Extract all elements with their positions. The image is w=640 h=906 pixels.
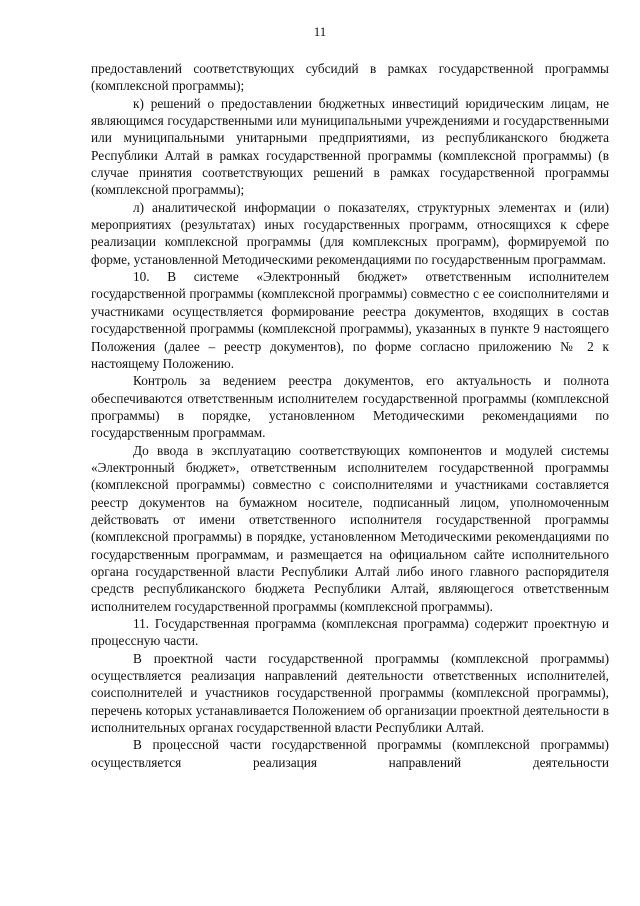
paragraph-registry-control: Контроль за ведением реестра документов, его актуальность и полнота обеспечиваются ответственным исполнителем государственной программы (комплексной программы) в порядке, установленном Методическими рекомендациями по государственным программам. [91, 373, 609, 441]
paragraph-clause-10: 10. В системе «Электронный бюджет» ответственным исполнителем государственной программы (комплексной программы) совместно с ее соисполнителями и участниками осуществляется формирование реестра документов, входящих в состав государственной программы (комплексной программы), указанных в пункте 9 настоящего Положения (далее – реестр документов), по форме согласно приложению № 2 к настоящему Положению. [91, 269, 609, 371]
paragraph-continuation: предоставлений соответствующих субсидий в рамках государственной программы (комплексной программы); [91, 61, 609, 94]
paragraph-clause-11: 11. Государственная программа (комплексная программа) содержит проектную и процессную части. [91, 616, 609, 649]
paragraph-process-part: В процессной части государственной программы (комплексной программы) осуществляется реализация направлений деятельности [91, 737, 609, 770]
paragraph-paper-registry: До ввода в эксплуатацию соответствующих компонентов и модулей системы «Электронный бюджет», ответственным исполнителем государственной программы (комплексной программы) совместно с соисполнителями и участниками составляется реестр документов на бумажном носителе, подписанный лицом, уполномоченным действовать от имени ответственного исполнителя государственной программы (комплексной программы) в порядке, установленном Методическими рекомендациями по государственным программам, и размещается на официальном сайте исполнительного органа государственной власти Республики Алтай либо иного главного распорядителя средств республиканского бюджета Республики Алтай, являющегося ответственным исполнителем государственной программы (комплексной программы). [91, 442, 609, 614]
paragraph-project-part: В проектной части государственной программы (комплексной программы) осуществляется реализация направлений деятельности ответственных исполнителей, соисполнителей и участников государственной программы (комплексной программы), перечень которых устанавливается Положением об организации проектной деятельности в исполнительных органах государственной власти Республики Алтай. [91, 650, 609, 736]
paragraph-item-k: к) решений о предоставлении бюджетных инвестиций юридическим лицам, не являющимся государственными или муниципальными учреждениями и государственными или муниципальными унитарными предприятиями, из республиканского бюджета Республики Алтай в рамках государственной программы (комплексной программы) (в случае принятия соответствующих решений в рамках государственной программы (комплексной программы); [91, 95, 609, 198]
page-number: 11 [313, 24, 327, 39]
document-body [91, 60, 609, 771]
paragraph-item-l: л) аналитической информации о показателях, структурных элементах и (или) мероприятиях (результатах) иных государственных программ, относящихся к сфере реализации комплексной программы (для комплексных программ), формируемой по форме, установленной Методическими рекомендациями по государственным программам. [91, 199, 609, 267]
